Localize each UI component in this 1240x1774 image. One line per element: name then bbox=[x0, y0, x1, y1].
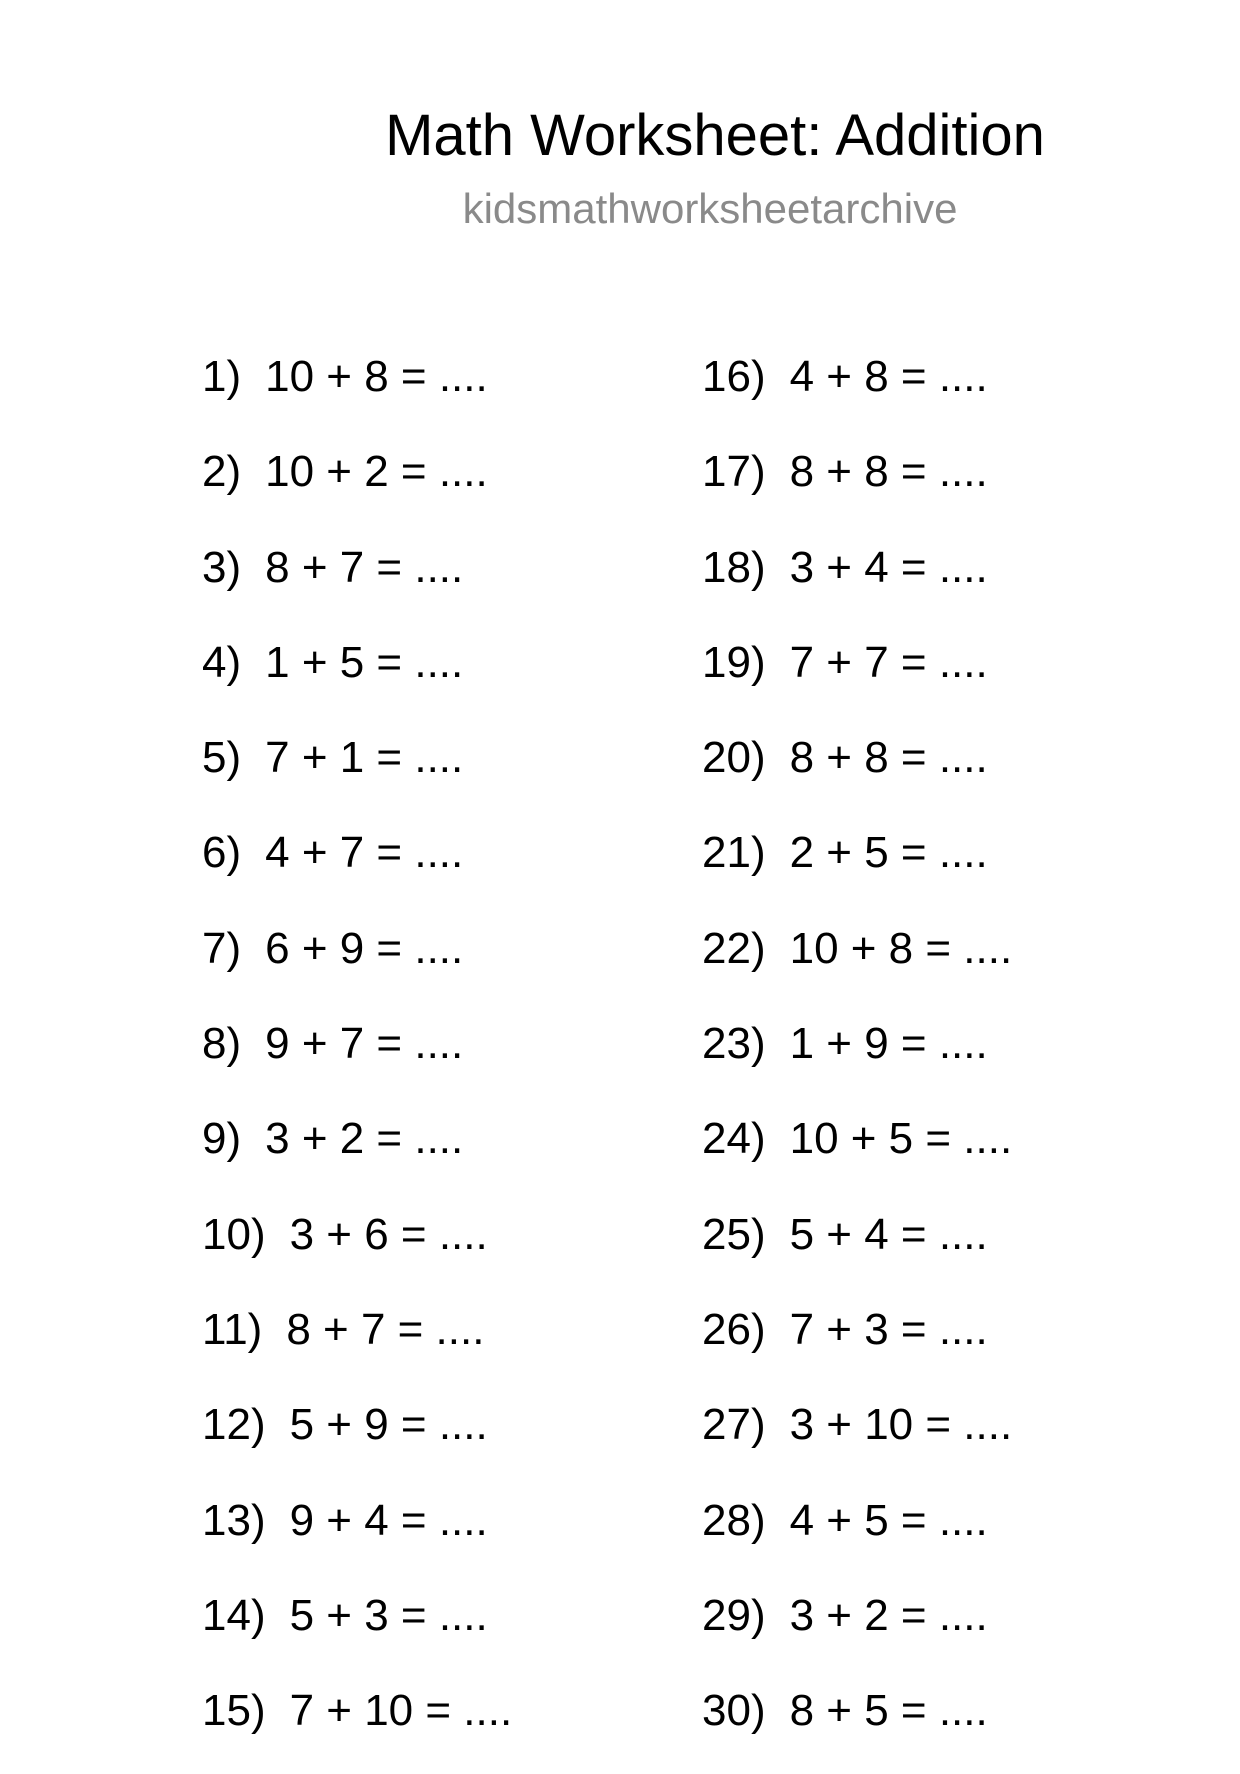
problem-expression: 3 + 4 = .... bbox=[789, 542, 988, 592]
problem-number: 27) bbox=[702, 1400, 766, 1450]
problem-26 bbox=[702, 1298, 1012, 1393]
problem-29 bbox=[702, 1584, 1012, 1679]
problem-expression: 5 + 3 = .... bbox=[289, 1590, 488, 1640]
problem-number: 21) bbox=[702, 828, 766, 878]
problem-expression: 4 + 5 = .... bbox=[789, 1495, 988, 1545]
problem-number: 3) bbox=[202, 542, 242, 592]
problem-number: 6) bbox=[202, 828, 242, 878]
problem-number: 29) bbox=[702, 1590, 766, 1640]
problem-expression: 8 + 5 = .... bbox=[789, 1686, 988, 1736]
problem-21 bbox=[702, 821, 1012, 916]
problem-number: 28) bbox=[702, 1495, 766, 1545]
problem-17 bbox=[702, 440, 1012, 535]
problem-30 bbox=[702, 1679, 1012, 1774]
problem-5 bbox=[202, 726, 512, 821]
problem-number: 12) bbox=[202, 1400, 266, 1450]
problem-number: 23) bbox=[702, 1019, 766, 1069]
problem-number: 15) bbox=[202, 1686, 266, 1736]
problem-expression: 7 + 1 = .... bbox=[265, 733, 464, 783]
problem-13 bbox=[202, 1489, 512, 1584]
problem-number: 30) bbox=[702, 1686, 766, 1736]
problem-number: 24) bbox=[702, 1114, 766, 1164]
problem-number: 8) bbox=[202, 1019, 242, 1069]
problem-number: 11) bbox=[202, 1304, 263, 1354]
problem-expression: 10 + 5 = .... bbox=[789, 1114, 1013, 1164]
problem-15 bbox=[202, 1679, 512, 1774]
problem-expression: 4 + 8 = .... bbox=[789, 352, 988, 401]
problem-10 bbox=[202, 1203, 512, 1298]
problem-28 bbox=[702, 1489, 1012, 1584]
problem-expression: 6 + 9 = .... bbox=[265, 923, 464, 973]
problem-12 bbox=[202, 1393, 512, 1488]
problem-expression: 8 + 8 = .... bbox=[789, 733, 988, 783]
problem-14 bbox=[202, 1584, 512, 1679]
problem-expression: 10 + 8 = .... bbox=[789, 923, 1013, 973]
problem-expression: 3 + 2 = .... bbox=[265, 1114, 464, 1164]
problem-expression: 10 + 8 = .... bbox=[265, 352, 488, 401]
problem-number: 13) bbox=[202, 1495, 266, 1545]
problem-expression: 3 + 2 = .... bbox=[789, 1590, 988, 1640]
problem-expression: 8 + 7 = .... bbox=[265, 542, 464, 592]
problem-number: 2) bbox=[202, 447, 242, 497]
problem-19 bbox=[702, 631, 1012, 726]
problem-number: 5) bbox=[202, 733, 242, 783]
problem-6 bbox=[202, 821, 512, 916]
problem-expression: 7 + 3 = .... bbox=[789, 1304, 988, 1354]
problem-3 bbox=[202, 536, 512, 631]
problem-number: 4) bbox=[202, 637, 242, 687]
problem-expression: 5 + 4 = .... bbox=[789, 1209, 988, 1259]
problem-expression: 9 + 7 = .... bbox=[265, 1019, 464, 1069]
problem-expression: 3 + 6 = .... bbox=[289, 1209, 488, 1259]
problem-20 bbox=[702, 726, 1012, 821]
problem-9 bbox=[202, 1107, 512, 1202]
problem-25 bbox=[702, 1203, 1012, 1298]
problem-expression: 10 + 2 = .... bbox=[265, 447, 488, 497]
problem-expression: 1 + 5 = .... bbox=[265, 637, 464, 687]
problem-27 bbox=[702, 1393, 1012, 1488]
problem-expression: 8 + 7 = .... bbox=[286, 1304, 485, 1354]
problem-expression: 9 + 4 = .... bbox=[289, 1495, 488, 1545]
problem-number: 25) bbox=[702, 1209, 766, 1259]
problem-number: 1) bbox=[202, 352, 242, 401]
problem-23 bbox=[702, 1012, 1012, 1107]
problem-expression: 3 + 10 = .... bbox=[789, 1400, 1013, 1450]
problem-expression: 4 + 7 = .... bbox=[265, 828, 464, 878]
problem-number: 16) bbox=[702, 352, 766, 401]
problem-expression: 1 + 9 = .... bbox=[789, 1019, 988, 1069]
problem-column-right bbox=[702, 345, 1012, 1774]
problem-number: 20) bbox=[702, 733, 766, 783]
problem-expression: 8 + 8 = .... bbox=[789, 447, 988, 497]
problem-2 bbox=[202, 440, 512, 535]
problem-number: 22) bbox=[702, 923, 766, 973]
problem-1 bbox=[202, 345, 512, 440]
problem-number: 18) bbox=[702, 542, 766, 592]
problem-4 bbox=[202, 631, 512, 726]
problem-expression: 7 + 10 = .... bbox=[289, 1686, 513, 1736]
problem-expression: 5 + 9 = .... bbox=[289, 1400, 488, 1450]
problem-number: 7) bbox=[202, 923, 242, 973]
problem-column-left bbox=[202, 345, 512, 1774]
problem-number: 14) bbox=[202, 1590, 266, 1640]
worksheet-source: kidsmathworksheetarchive bbox=[462, 185, 958, 232]
problem-16 bbox=[702, 345, 1012, 440]
problem-8 bbox=[202, 1012, 512, 1107]
problem-24 bbox=[702, 1107, 1012, 1202]
problem-22 bbox=[702, 917, 1012, 1012]
problem-7 bbox=[202, 917, 512, 1012]
problem-number: 9) bbox=[202, 1114, 242, 1164]
problem-11 bbox=[202, 1298, 512, 1393]
problem-expression: 7 + 7 = .... bbox=[789, 637, 988, 687]
problem-number: 19) bbox=[702, 637, 766, 687]
problem-number: 10) bbox=[202, 1209, 266, 1259]
problem-18 bbox=[702, 536, 1012, 631]
problem-number: 17) bbox=[702, 447, 766, 497]
problem-number: 26) bbox=[702, 1304, 766, 1354]
worksheet-title: Math Worksheet: Addition bbox=[385, 103, 1045, 168]
problem-expression: 2 + 5 = .... bbox=[789, 828, 988, 878]
